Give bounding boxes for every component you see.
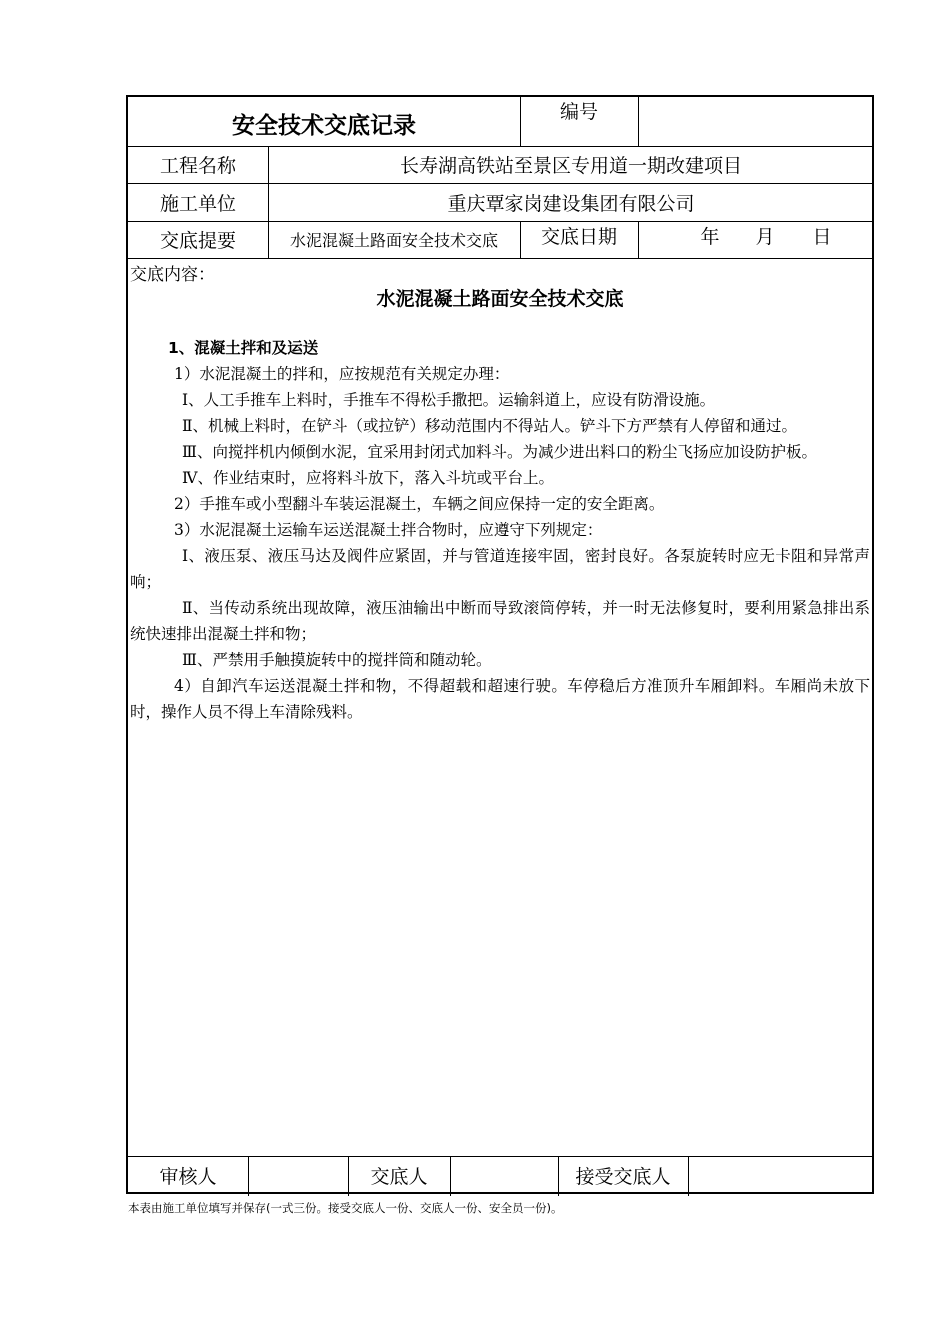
- content-paragraph: 4）自卸汽车运送混凝土拌和物，不得超载和超速行驶。车停稳后方准顶升车厢卸料。车厢尚未放下时，操作人员不得上车清除残料。: [130, 677, 870, 721]
- summary-label: 交底提要: [159, 230, 236, 252]
- number-field[interactable]: [638, 97, 874, 146]
- project-name-value: 长寿湖高铁站至景区专用道一期改建项目: [399, 155, 742, 177]
- date-label: 交底日期: [540, 225, 617, 248]
- section-heading: 1、混凝土拌和及运送: [168, 339, 319, 357]
- number-label: 编号: [559, 100, 598, 123]
- date-year-label: 年: [700, 225, 720, 248]
- content-paragraph: Ⅰ、人工手推车上料时，手推车不得松手撒把。运输斜道上，应设有防滑设施。: [182, 391, 716, 409]
- content-paragraph: Ⅱ、机械上料时，在铲斗（或拉铲）移动范围内不得站人。铲斗下方严禁有人停留和通过。: [182, 417, 798, 435]
- receiver-field[interactable]: [688, 1156, 874, 1194]
- content-label: 交底内容：: [130, 265, 215, 285]
- row-divider: [128, 258, 872, 259]
- content-paragraph: 3）水泥混凝土运输车运送混凝土拌合物时，应遵守下列规定：: [174, 521, 603, 539]
- content-paragraph: Ⅲ、严禁用手触摸旋转中的搅拌筒和随动轮。: [182, 651, 492, 669]
- col-divider: [638, 221, 639, 259]
- construction-unit-value: 重庆覃家岗建设集团有限公司: [447, 192, 695, 215]
- reviewer-label: 审核人: [159, 1165, 217, 1188]
- content-paragraph: Ⅱ、当传动系统出现故障，液压油输出中断而导致滚筒停转，并一时无法修复时，要利用紧急排出系统快速排出混凝土拌和物；: [130, 599, 870, 643]
- content-paragraph: Ⅰ、液压泵、液压马达及阀件应紧固，并与管道连接牢固，密封良好。各泵旋转时应无卡阻和异常声响；: [130, 547, 870, 591]
- content-paragraph: Ⅳ、作业结束时，应将料斗放下，落入斗坑或平台上。: [182, 469, 554, 487]
- disclosure-form: [126, 95, 874, 1194]
- reviewer-field[interactable]: [248, 1156, 348, 1194]
- content-paragraph: 1）水泥混凝土的拌和，应按规范有关规定办理：: [174, 365, 510, 383]
- date-month-label: 月: [755, 225, 775, 248]
- content-title: 水泥混凝土路面安全技术交底: [376, 288, 624, 310]
- content-paragraph: Ⅲ、向搅拌机内倾倒水泥，宜采用封闭式加料斗。为减少进出料口的粉尘飞扬应加设防护板。: [182, 443, 817, 461]
- summary-value: 水泥混凝土路面安全技术交底: [289, 231, 498, 250]
- content-body: [130, 335, 870, 725]
- form-title: 安全技术交底记录: [232, 113, 416, 139]
- discloser-label: 交底人: [370, 1165, 428, 1188]
- content-paragraph: 2）手推车或小型翻斗车装运混凝土，车辆之间应保持一定的安全距离。: [174, 495, 665, 513]
- date-day-label: 日: [812, 225, 832, 248]
- footnote: 本表由施工单位填写并保存(一式三份。接受交底人一份、交底人一份、安全员一份)。: [128, 1201, 563, 1215]
- project-name-label: 工程名称: [159, 155, 236, 177]
- construction-unit-label: 施工单位: [159, 192, 236, 215]
- discloser-field[interactable]: [450, 1156, 558, 1194]
- receiver-label: 接受交底人: [575, 1165, 671, 1188]
